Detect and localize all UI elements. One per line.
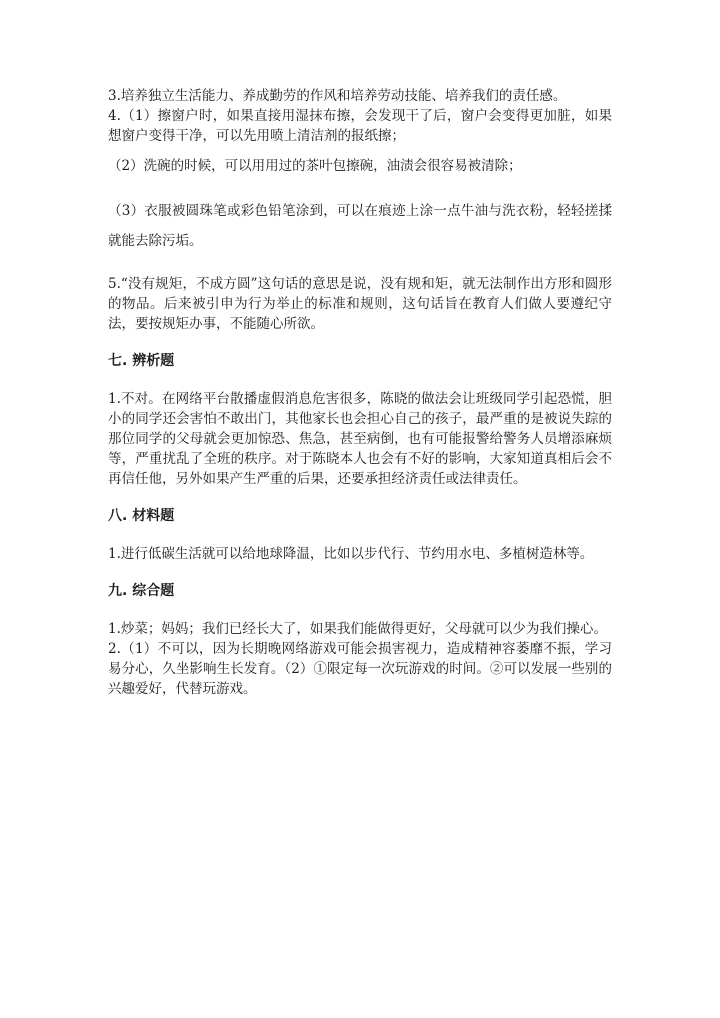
section-heading-material: 八. 材料题 [108,508,175,524]
answer-item-4-part-1: 4.（1）擦窗户时，如果直接用湿抹布擦，会发现干了后，窗户会变得更加脏，如果想窗户变得干净，可以先用喷上清洁剂的报纸擦； [108,108,612,144]
section-heading-analysis: 七. 辨析题 [108,353,175,369]
answer-item-5: 5.“没有规矩，不成方圆”这句话的意思是说，没有规和矩，就无法制作出方形和圆形的物品。后来被引申为行为举止的标准和规则，这句话旨在教育人们做人要遵纪守法，要按规矩办事，不能随心所欲。 [108,276,612,332]
answer-item-3: 3.培养独立生活能力、养成勤劳的作风和培养劳动技能、培养我们的责任感。 [108,88,567,104]
answer-item-4-part-3: （3）衣服被圆珠笔或彩色铅笔涂到，可以在痕迹上涂一点牛油与洗衣粉，轻轻搓揉就能去除污垢。 [108,203,612,249]
section-heading-comprehensive: 九. 综合题 [108,583,175,599]
comprehensive-answer-1: 1.炒菜；妈妈；我们已经长大了，如果我们能做得更好，父母就可以少为我们操心。 [108,621,607,637]
comprehensive-answer-2: 2.（1）不可以，因为长期晚网络游戏可能会损害视力，造成精神容萎靡不振，学习易分心，久坐影响生长发育。（2）①限定每一次玩游戏的时间。②可以发展一些别的兴趣爱好，代替玩游戏。 [108,641,612,697]
analysis-answer-1: 1.不对。在网络平台散播虚假消息危害很多，陈晓的做法会让班级同学引起恐慌，胆小的同学还会害怕不敢出门，其他家长也会担心自己的孩子，最严重的是被说失踪的那位同学的父母就会更加惊恐、焦急，甚至病倒，也有可能报警给警务人员增添麻烦等，严重扰乱了全班的秩序。对于陈晓本人也会有不好的影响，大家知道真相后会不再信任他，另外如果产生严重的后果，还要承担经济责任或法律责任。 [108,391,612,487]
material-answer-1: 1.进行低碳生活就可以给地球降温，比如以步代行、节约用水电、多植树造林等。 [108,546,594,562]
answer-item-4-part-2: （2）洗碗的时候，可以用用过的茶叶包擦碗，油渍会很容易被清除； [108,158,522,174]
document-page [108,86,612,699]
